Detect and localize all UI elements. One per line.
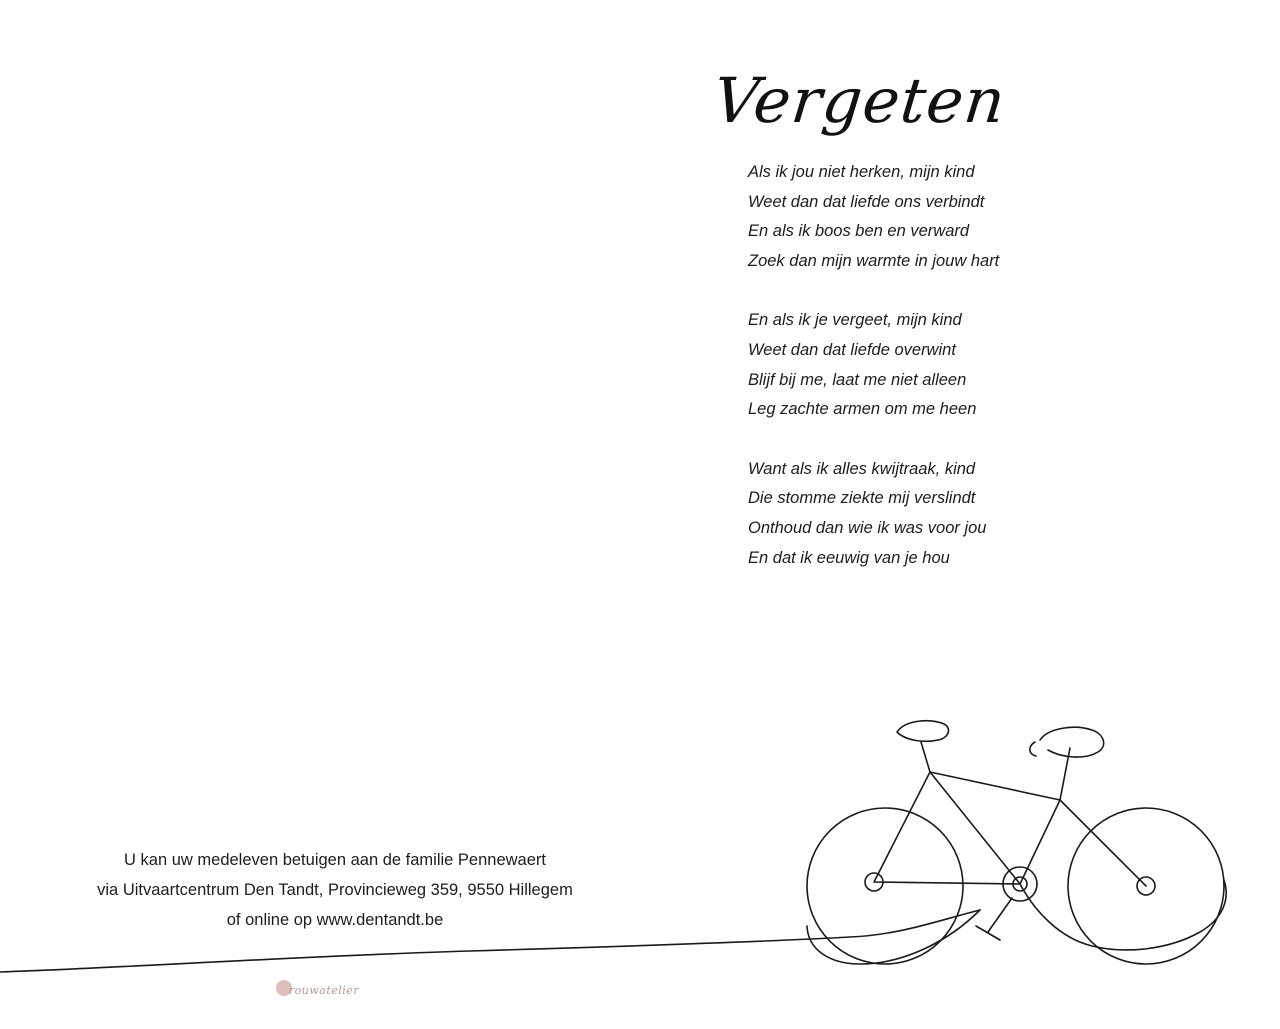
poem-line: En als ik je vergeet, mijn kind bbox=[748, 311, 962, 330]
poem-line: En dat ik eeuwig van je hou bbox=[748, 548, 950, 567]
poem-line: Die stomme ziekte mij verslindt bbox=[748, 489, 976, 508]
handlebar-grip bbox=[1030, 742, 1036, 756]
condolences-line: U kan uw medeleven betuigen aan de familie Pennewaert bbox=[124, 851, 546, 869]
condolences-line: via Uitvaartcentrum Den Tandt, Provincieweg 359, 9550 Hillegem bbox=[97, 881, 573, 899]
crank-bracket-inner bbox=[1013, 877, 1027, 891]
poem-stanza bbox=[748, 306, 1180, 424]
crank-bracket bbox=[1003, 867, 1037, 901]
frame-main bbox=[874, 772, 1060, 884]
poem-line: Leg zachte armen om me heen bbox=[748, 400, 977, 419]
pedal bbox=[976, 926, 1000, 940]
condolences-note bbox=[40, 845, 630, 935]
flow-line-right bbox=[1020, 880, 1226, 950]
rouwatelier-logo bbox=[268, 978, 378, 1012]
handlebar bbox=[1040, 727, 1104, 757]
poem-line: Zoek dan mijn warmte in jouw hart bbox=[748, 251, 1000, 270]
flow-line-left bbox=[807, 910, 980, 964]
poem-stanza bbox=[748, 455, 1180, 573]
front-wheel bbox=[1068, 808, 1224, 964]
poem-line: Weet dan dat liefde ons verbindt bbox=[748, 192, 985, 211]
rear-hub bbox=[865, 873, 883, 891]
frame-fork bbox=[1060, 800, 1146, 886]
crank-arm bbox=[988, 898, 1012, 932]
poem-title: Vergeten bbox=[710, 64, 1010, 137]
poem-stanza bbox=[748, 158, 1180, 276]
seat-post bbox=[921, 742, 930, 772]
poem-line: Weet dan dat liefde overwint bbox=[748, 340, 956, 359]
poem-line: Want als ik alles kwijtraak, kind bbox=[748, 459, 976, 478]
rear-wheel bbox=[807, 808, 963, 964]
front-hub bbox=[1137, 877, 1155, 895]
poem-line: Als ik jou niet herken, mijn kind bbox=[748, 163, 975, 181]
handlebar-stem bbox=[1060, 748, 1070, 800]
frame-down-tube bbox=[930, 772, 1020, 884]
poem-block bbox=[700, 64, 1180, 573]
logo-text: rouwatelier bbox=[288, 984, 360, 997]
poem-line: En als ik boos ben en verward bbox=[748, 222, 970, 241]
saddle bbox=[897, 721, 949, 742]
condolences-line: of online op www.dentandt.be bbox=[226, 911, 444, 929]
bicycle-line-art-svg bbox=[0, 620, 1280, 1029]
poem-line: Onthoud dan wie ik was voor jou bbox=[748, 518, 987, 537]
poem-line: Blijf bij me, laat me niet alleen bbox=[748, 370, 967, 389]
bicycle-illustration bbox=[0, 620, 1280, 1029]
